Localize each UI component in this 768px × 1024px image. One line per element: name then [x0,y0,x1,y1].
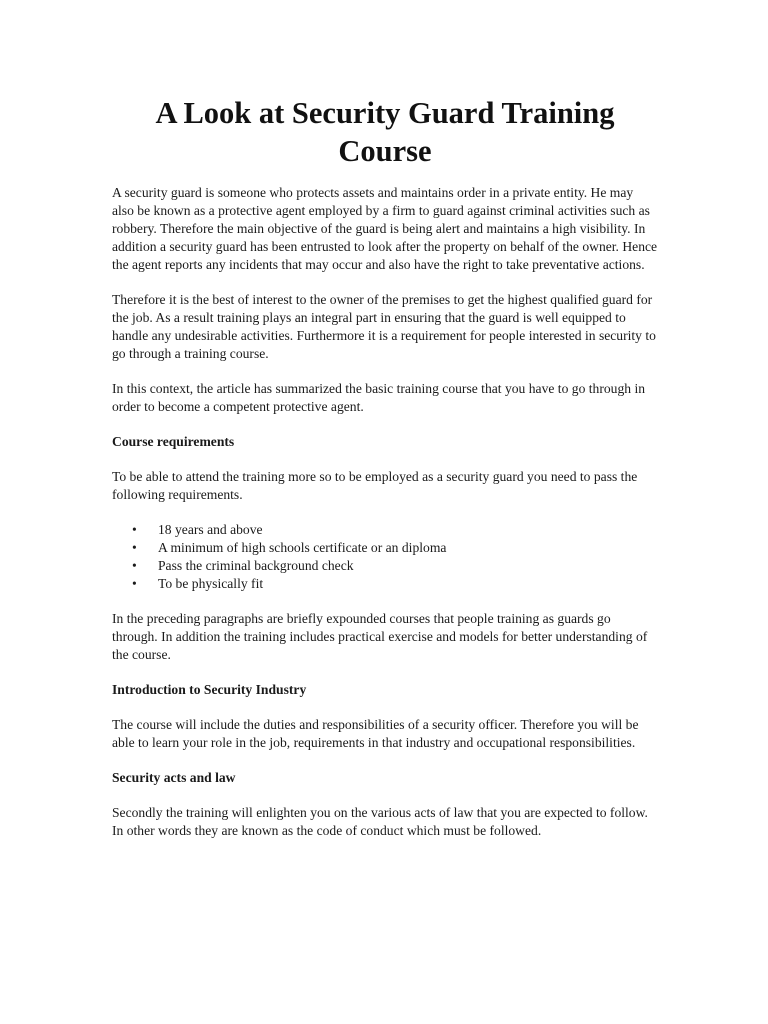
intro-paragraph-3: In this context, the article has summarized the basic training course that you have to go through in order to become a competent protective agent. [112,381,646,414]
intro-paragraph-1: A security guard is someone who protects assets and maintains order in a private entity. He may also be known as a protective agent employed by a firm to guard against criminal activities such as robbery. Therefore the main objective of the guard is being alert and maintains a high visibility. In addition a security guard has been entrusted to look after the property on behalf of the owner. Hence the agent reports any incidents that may occur and also have the right to take preventative actions. [112,185,658,272]
section-heading-introduction: Introduction to Security Industry [112,682,307,697]
section-heading-course-requirements: Course requirements [112,434,235,449]
bullet-icon: • [132,540,137,555]
list-item-text: To be physically fit [158,576,264,591]
document-page [112,94,658,857]
list-item-text: Pass the criminal background check [158,558,354,573]
bullet-icon: • [132,522,137,537]
introduction-paragraph: The course will include the duties and responsibilities of a security officer. Therefore you will be able to learn your role in the job, requirements in that industry and occupational responsibilities. [112,717,639,750]
document-title: A Look at Security Guard Training Course [155,96,615,168]
requirements-after-paragraph: In the preceding paragraphs are briefly expounded courses that people training as guards go through. In addition the training includes practical exercise and models for better understanding of the course. [112,611,648,662]
requirements-list [112,521,658,593]
acts-and-law-paragraph: Secondly the training will enlighten you on the various acts of law that you are expected to follow. In other words they are known as the code of conduct which must be followed. [112,805,648,838]
intro-paragraph-2: Therefore it is the best of interest to the owner of the premises to get the highest qualified guard for the job. As a result training plays an integral part in ensuring that the guard is well equipped to handle any undesirable activities. Furthermore it is a requirement for people interested in security to go through a training course. [112,292,656,361]
requirements-intro: To be able to attend the training more so to be employed as a security guard you need to pass the following requirements. [112,469,638,502]
bullet-icon: • [132,576,137,591]
list-item-text: A minimum of high schools certificate or an diploma [158,540,447,555]
list-item [132,521,658,539]
list-item [132,557,658,575]
section-heading-acts-and-law: Security acts and law [112,770,236,785]
list-item-text: 18 years and above [158,522,263,537]
list-item [132,575,658,593]
list-item [132,539,658,557]
bullet-icon: • [132,558,137,573]
